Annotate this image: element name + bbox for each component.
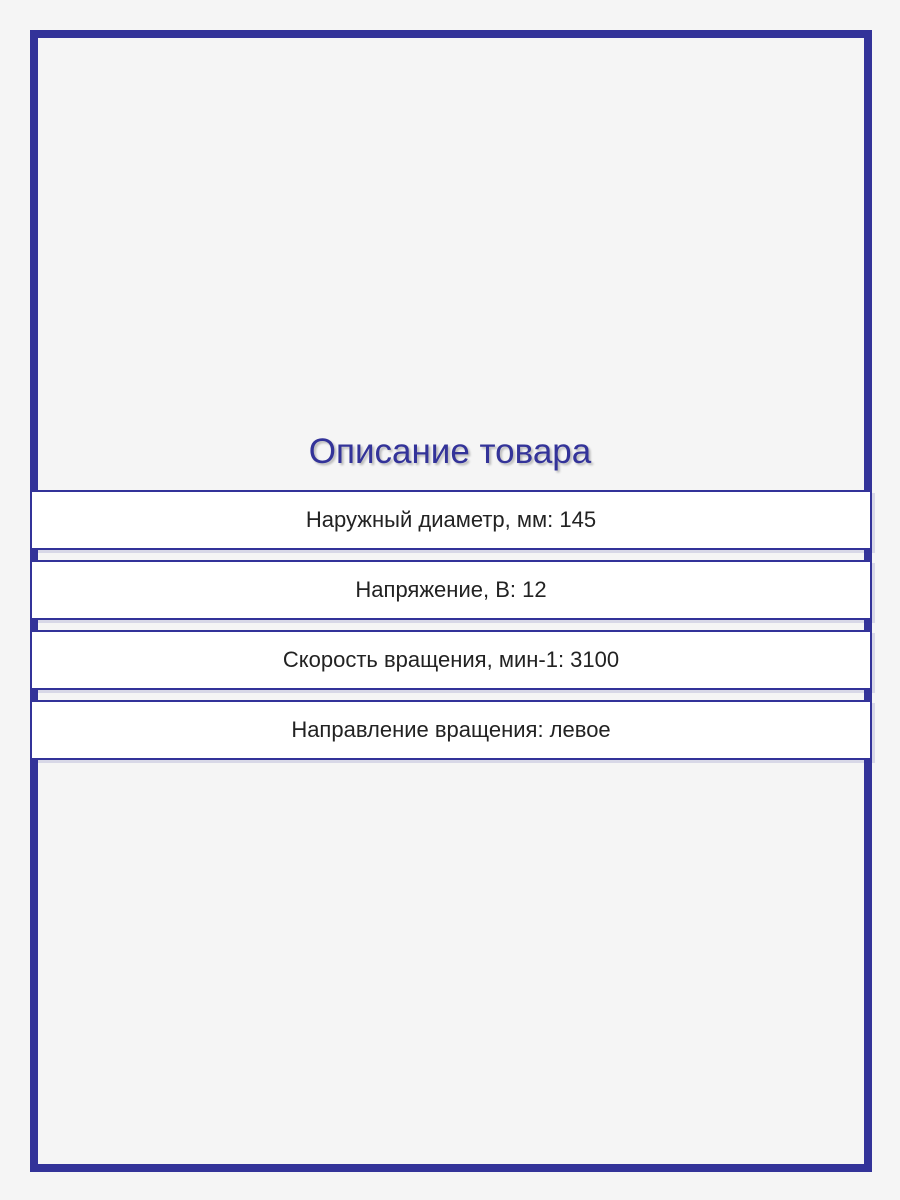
- spec-row-voltage: Напряжение, В: 12: [30, 560, 872, 620]
- spec-row-rotation-direction: Направление вращения: левое: [30, 700, 872, 760]
- spec-row-rotation-speed: Скорость вращения, мин-1: 3100: [30, 630, 872, 690]
- spec-list: [30, 490, 872, 770]
- spec-row-outer-diameter: Наружный диаметр, мм: 145: [30, 490, 872, 550]
- section-title: Описание товара: [308, 432, 592, 471]
